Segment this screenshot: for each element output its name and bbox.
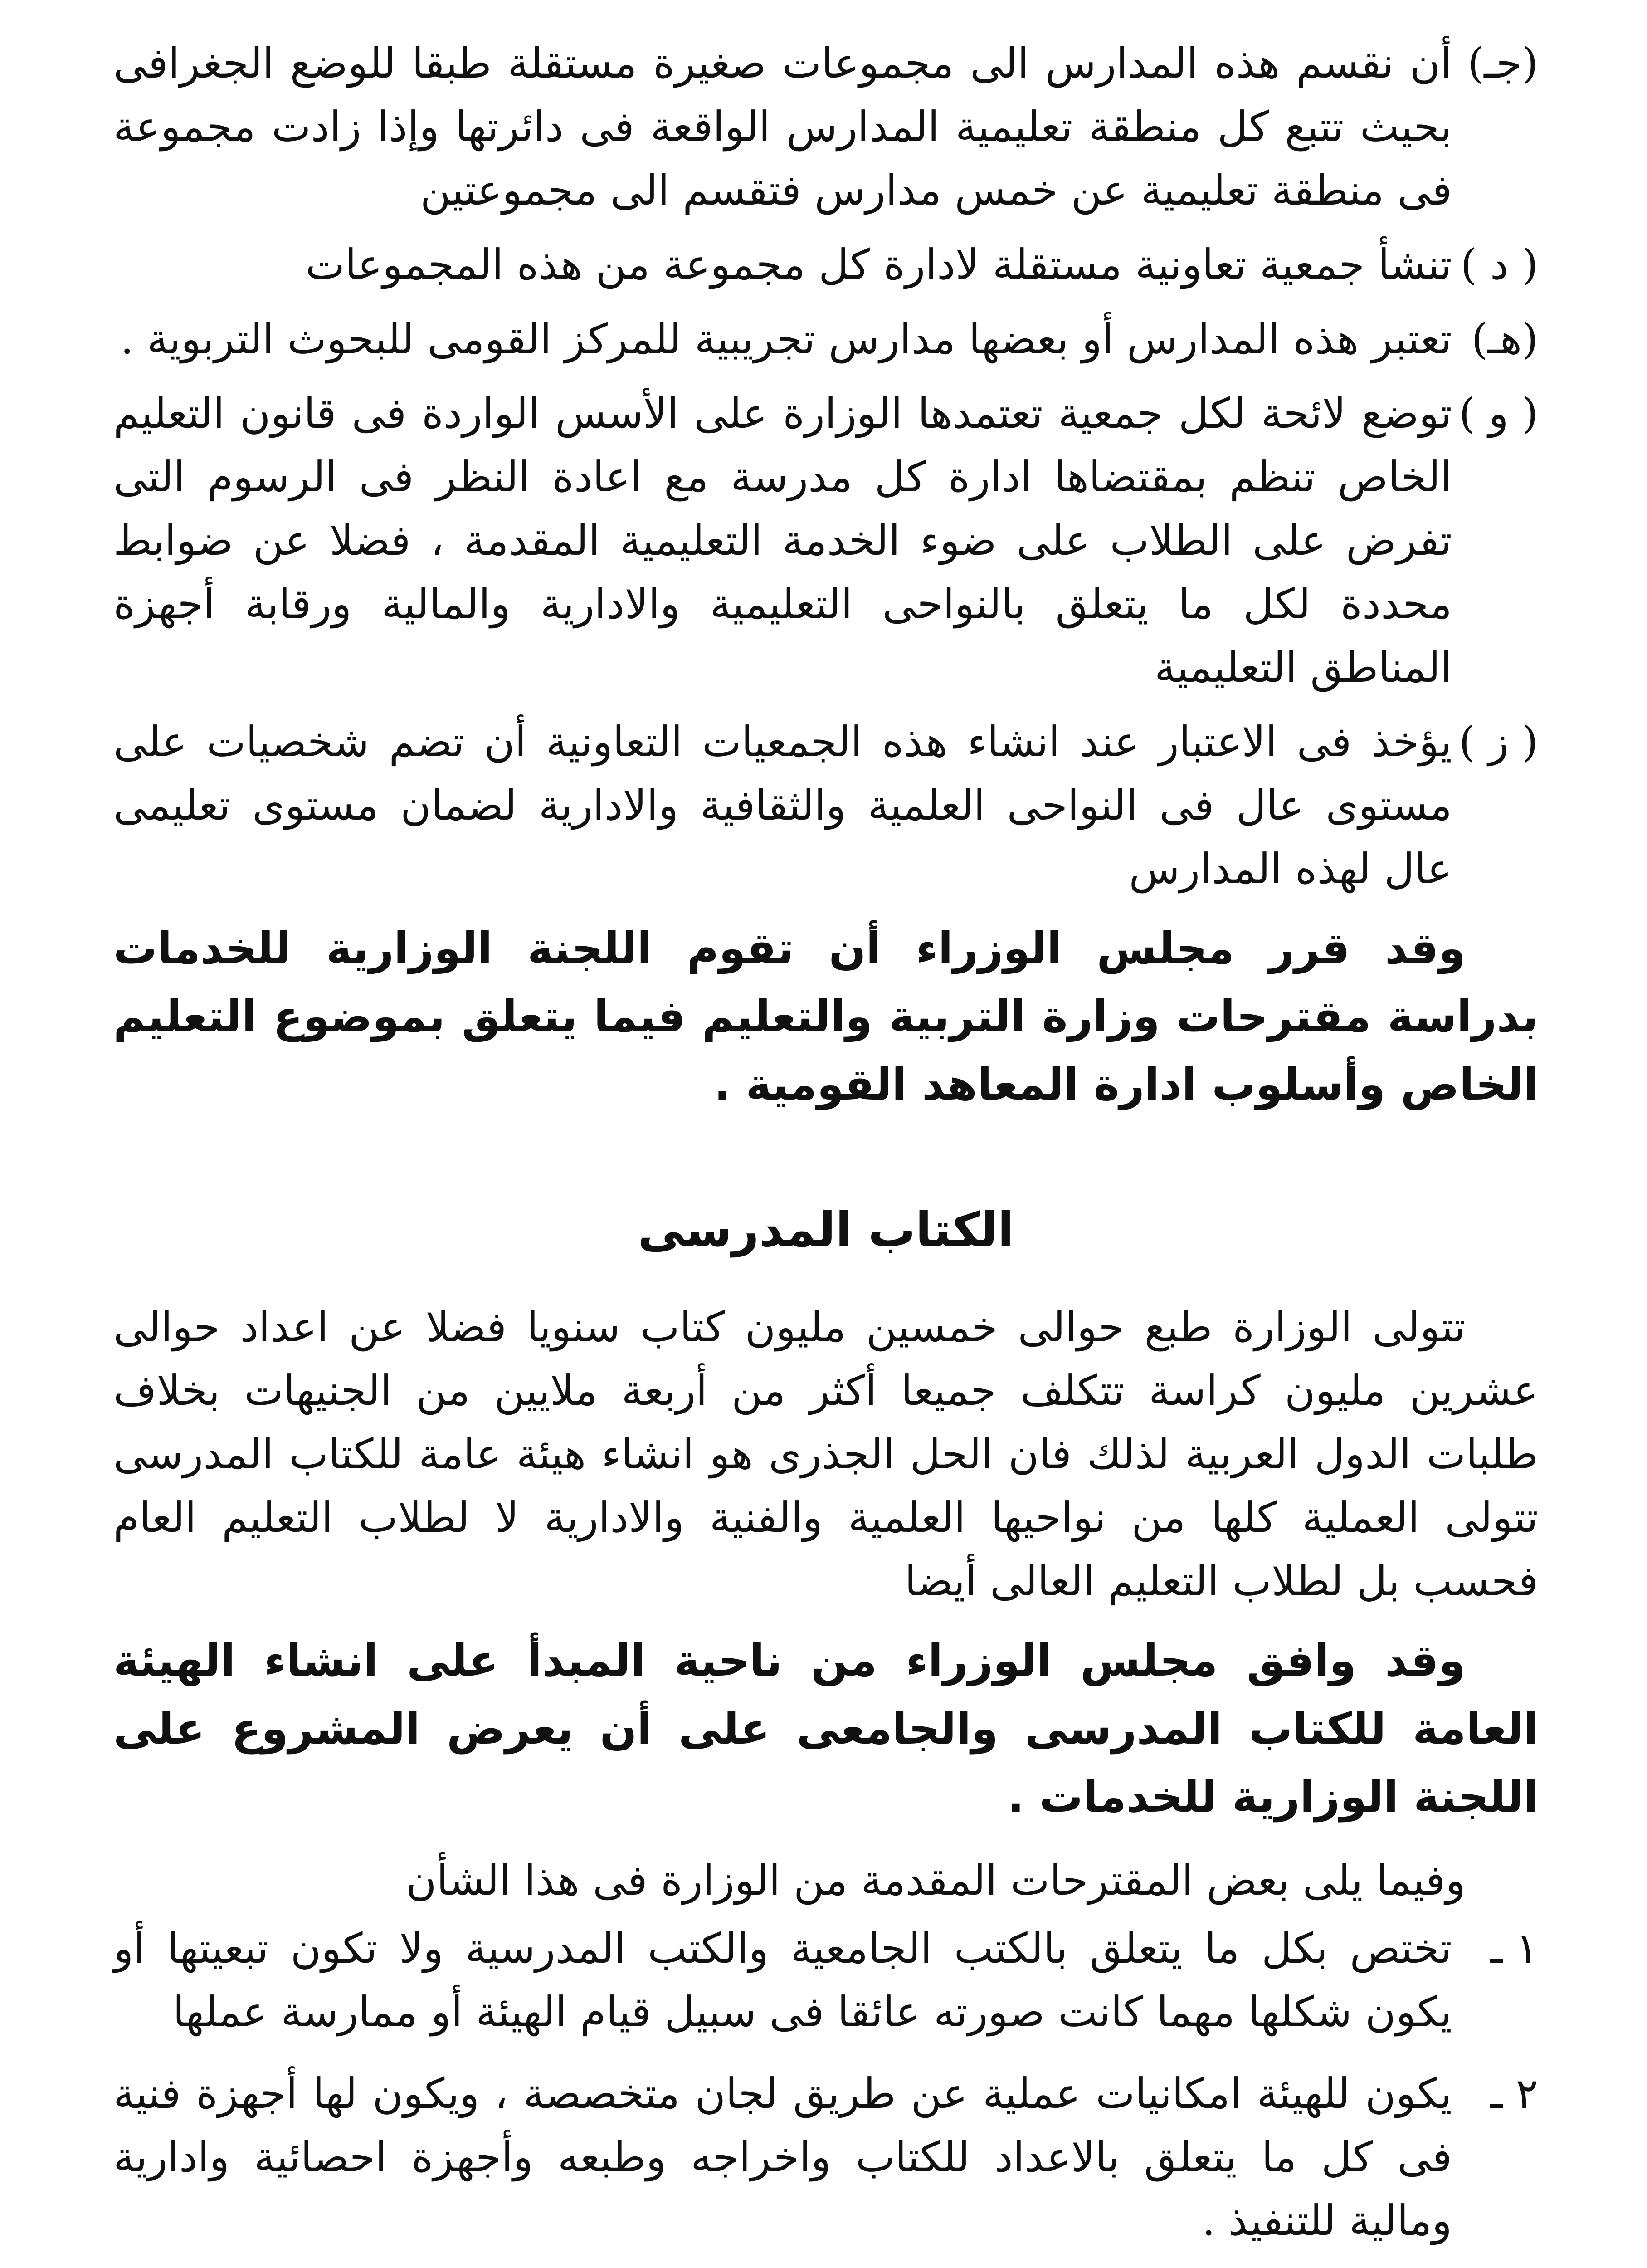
item-marker: ( و ) (1459, 389, 1538, 438)
list-item-waw (113, 382, 1538, 699)
item-text: أن نقسم هذه المدارس الى مجموعات صغيرة مستقلة طبقا للوضع الجغرافى بحيث تتبع كل منطقة تعليمية المدارس الواقعة فى دائرتها وإذا زادت مجموعة فى منطقة تعليمية عن خمس مدارس فتقسم الى مجموعتين (113, 39, 1452, 215)
item-number: ١ ـ (1490, 1924, 1538, 1973)
proposals-intro: وفيما يلى بعض المقترحات المقدمة من الوزارة فى هذا الشأن (406, 1856, 1466, 1905)
item-marker: ( ز ) (1459, 718, 1538, 766)
list-item-jim (113, 32, 1538, 222)
list-item-dal (113, 233, 1538, 297)
item-text: تعتبر هذه المدارس أو بعضها مدارس تجريبية للمركز القومى للبحوث التربوية . (120, 315, 1452, 363)
item-marker: (جـ) (1467, 39, 1538, 88)
cabinet-decision-textbook-authority: وقد وافق مجلس الوزراء من ناحية المبدأ على انشاء الهيئة العامة للكتاب المدرسى والجامعى على أن يعرض المشروع على اللجنة الوزارية للخدمات . (113, 1635, 1538, 1822)
item-text: تختص بكل ما يتعلق بالكتب الجامعية والكتب المدرسية ولا تكون تبعيتها أو يكون شكلها مهما كانت صورته عائقا فى سبيل قيام الهيئة أو ممارسة عملها (113, 1924, 1452, 2036)
item-marker: (هـ) (1471, 315, 1538, 363)
section-heading: الكتاب المدرسى (638, 1202, 1014, 1257)
numbered-item-1 (113, 1917, 1538, 2044)
list-item-zay (113, 710, 1538, 901)
item-marker: ( د ) (1460, 240, 1538, 289)
item-text: يؤخذ فى الاعتبار عند انشاء هذه الجمعيات التعاونية أن تضم شخصيات على مستوى عال فى النواحى العلمية والثقافية والادارية لضمان مستوى تعليمى عال لهذه المدارس (113, 718, 1452, 893)
item-text: تنشأ جمعية تعاونية مستقلة لادارة كل مجموعة من هذه المجموعات (305, 240, 1452, 289)
list-item-ha (113, 308, 1538, 371)
cabinet-decision-private-education: وقد قرر مجلس الوزراء أن تقوم اللجنة الوزارية للخدمات بدراسة مقترحات وزارة التربية والتعليم فيما يتعلق بموضوع التعليم الخاص وأسلوب ادارة المعاهد القومية . (113, 923, 1538, 1110)
body-paragraph: تتولى الوزارة طبع حوالى خمسين مليون كتاب سنويا فضلا عن اعداد حوالى عشرين مليون كراسة تتكلف جميعا أكثر من أربعة ملايين من الجنيهات بخلاف طلبات الدول العربية لذلك فان الحل الجذرى هو انشاء هيئة عامة للكتاب المدرسى تتولى العملية كلها من نواحيها العلمية والفنية والادارية لا لطلاب التعليم العام فحسب بل لطلاب التعليم العالى أيضا (113, 1303, 1538, 1605)
item-text: توضع لائحة لكل جمعية تعتمدها الوزارة على الأسس الواردة فى قانون التعليم الخاص تنظم بمقتضاها ادارة كل مدرسة مع اعادة النظر فى الرسوم التى تفرض على الطلاب على ضوء الخدمة التعليمية المقدمة ، فضلا عن ضوابط محددة لكل ما يتعلق بالنواحى التعليمية والادارية والمالية ورقابة أجهزة المناطق التعليمية (113, 389, 1452, 692)
item-text: يكون للهيئة امكانيات عملية عن طريق لجان متخصصة ، ويكون لها أجهزة فنية فى كل ما يتعلق بالاعداد للكتاب واخراجه وطبعه وأجهزة احصائية وادارية ومالية للتنفيذ . (113, 2069, 1452, 2245)
numbered-item-2 (113, 2062, 1538, 2253)
item-number: ٢ ـ (1490, 2069, 1538, 2118)
